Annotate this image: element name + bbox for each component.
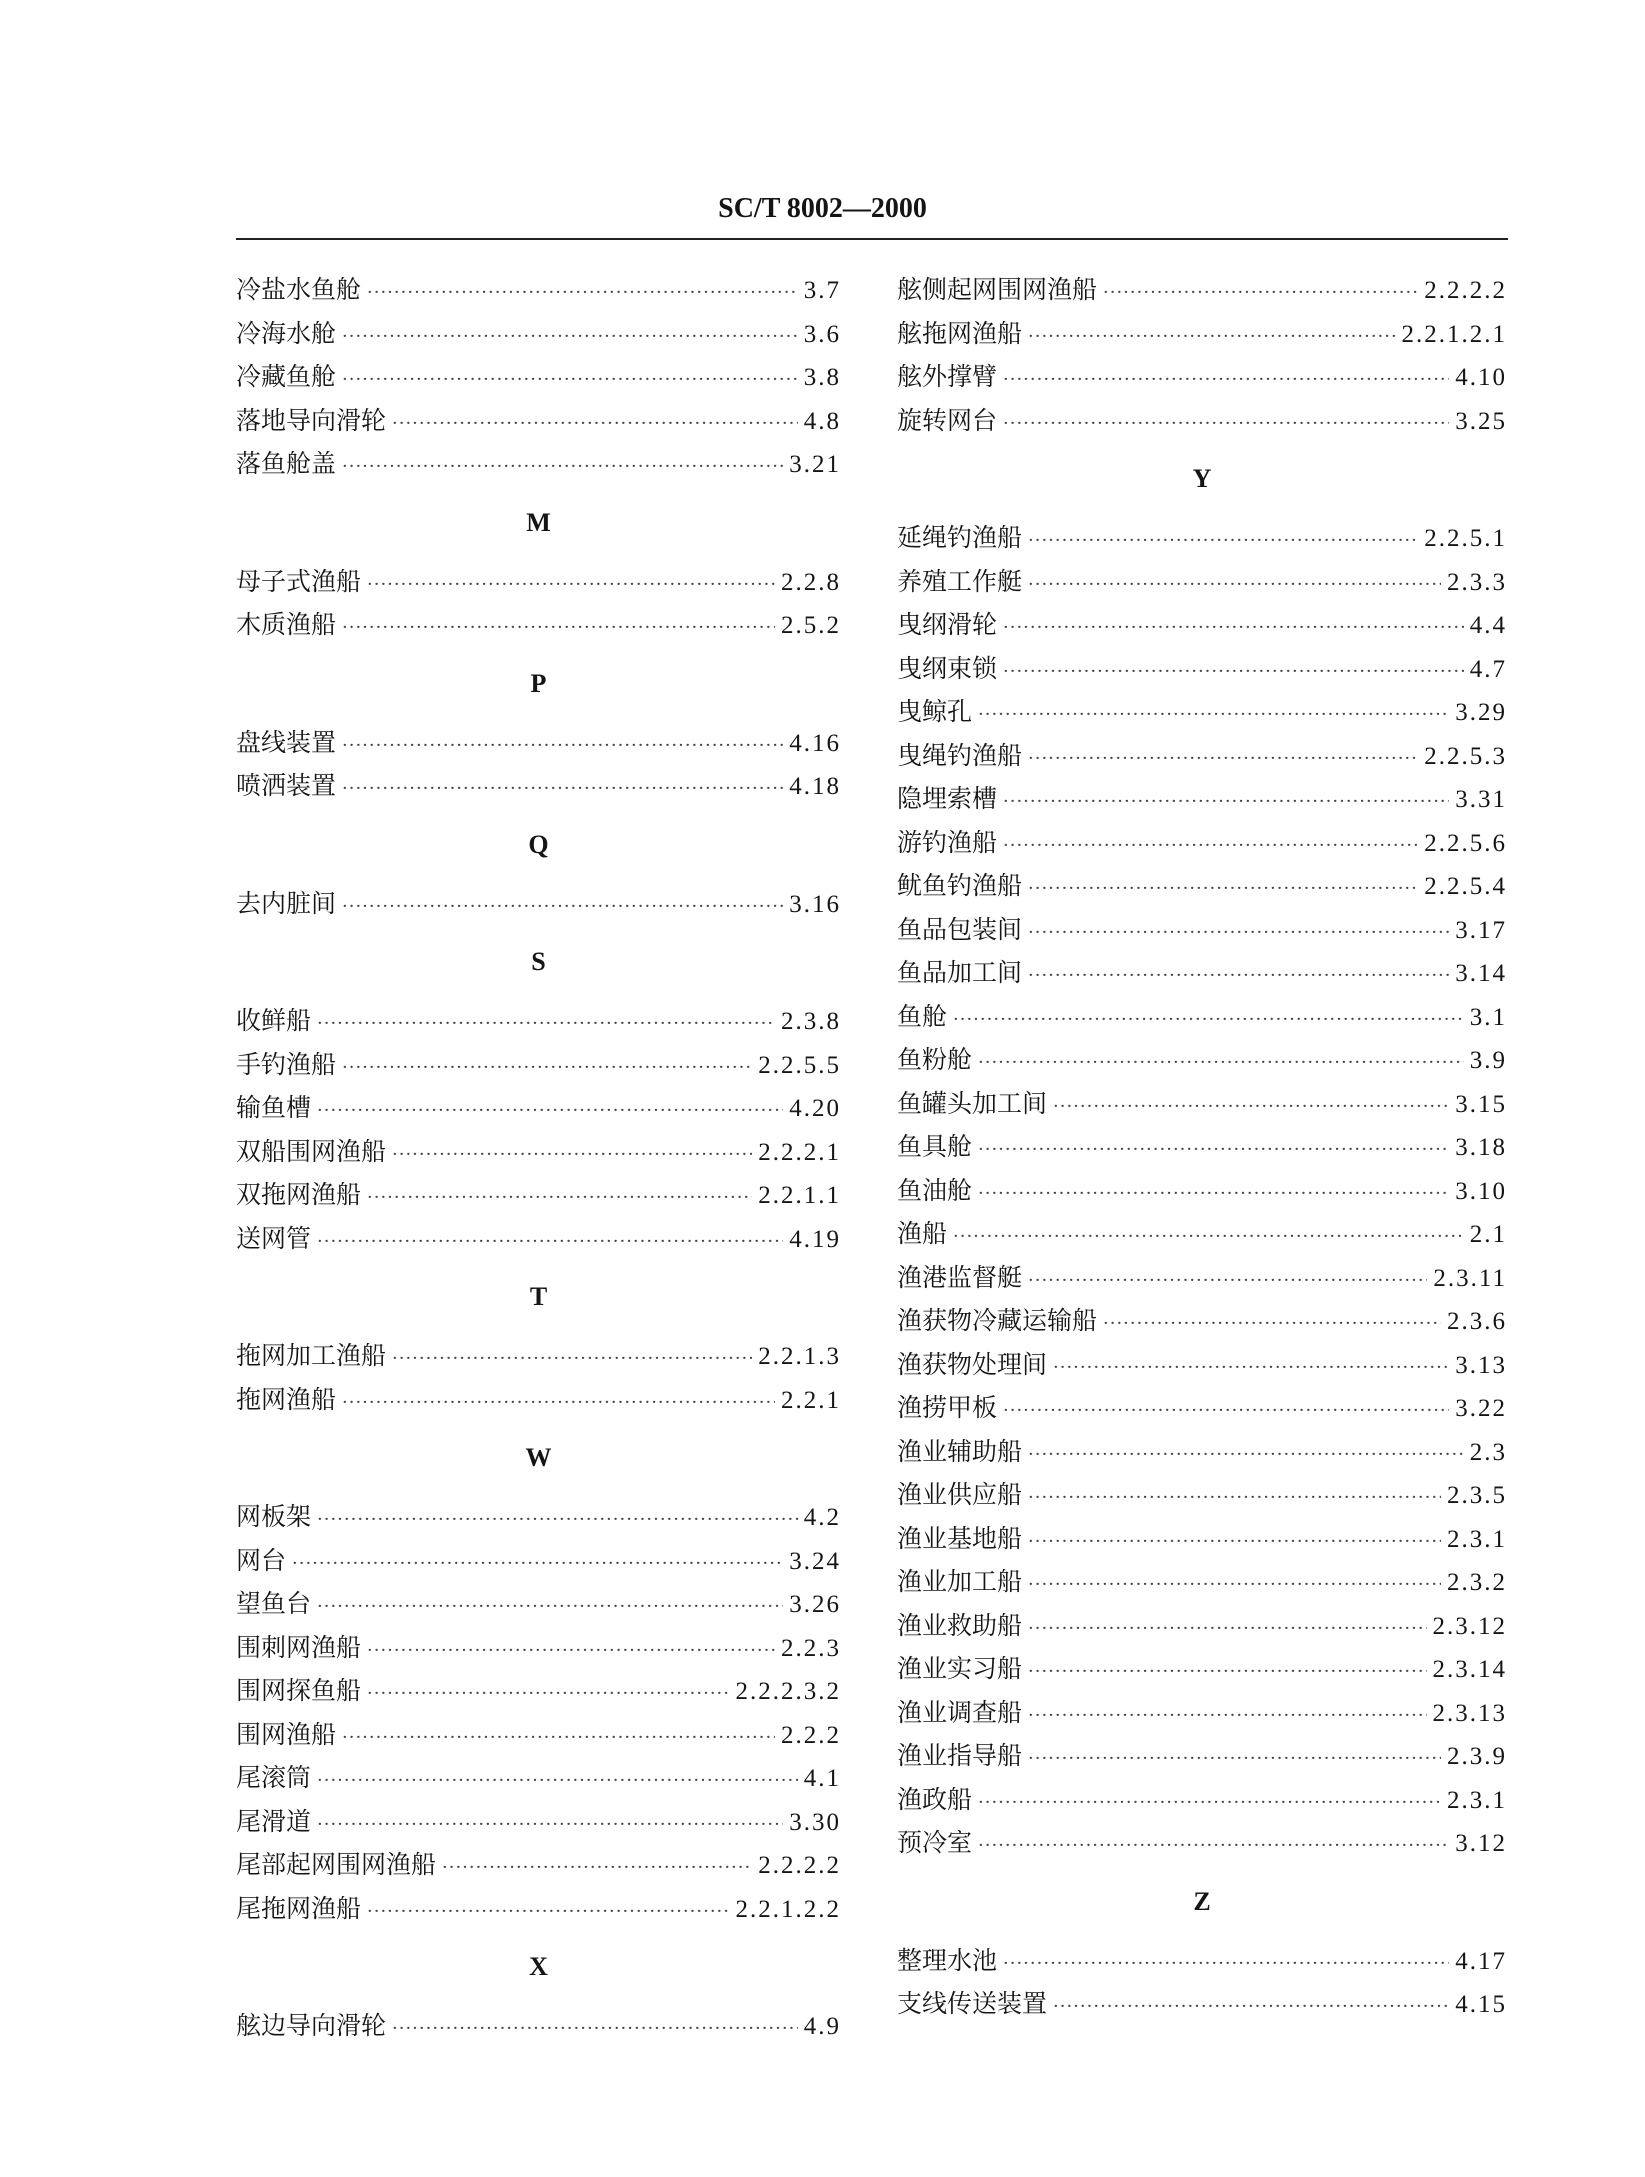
- index-ref: 2.3.5: [1447, 1482, 1507, 1509]
- dot-leader: [1028, 954, 1449, 998]
- index-ref: 2.3.1: [1447, 1786, 1507, 1814]
- index-term: 围网渔船: [236, 1719, 337, 1749]
- index-term: 延绳钓渔船: [897, 523, 1023, 552]
- index-term: 木质渔船: [236, 610, 337, 639]
- index-term: 渔业供应船: [897, 1480, 1023, 1509]
- dot-leader: [342, 1046, 752, 1090]
- index-entry: [236, 1843, 841, 1887]
- dot-leader: [1103, 271, 1418, 315]
- dot-leader: [953, 1215, 1464, 1259]
- index-entry: [897, 268, 1507, 312]
- index-column-right: [897, 268, 1507, 2026]
- dot-leader: [342, 724, 783, 768]
- index-term: 去内脏间: [236, 888, 337, 918]
- index-ref: 3.25: [1455, 407, 1507, 435]
- index-entry: [897, 1125, 1507, 1169]
- index-entry: [897, 951, 1507, 995]
- index-entry: [897, 1647, 1507, 1691]
- index-entry: [897, 647, 1507, 691]
- section-letter: P: [530, 668, 547, 698]
- index-entry: [236, 312, 841, 356]
- dot-leader: [1028, 1433, 1464, 1477]
- index-term: 游钓渔船: [897, 827, 998, 857]
- dot-leader: [1028, 867, 1418, 911]
- dot-leader: [1053, 1085, 1449, 1129]
- dot-leader: [367, 1629, 775, 1673]
- dot-leader: [978, 693, 1449, 737]
- dot-leader: [1053, 1985, 1449, 2029]
- dot-leader: [367, 1890, 729, 1934]
- index-entry: [897, 1778, 1507, 1822]
- index-term: 渔业实习船: [897, 1654, 1023, 1683]
- index-entry: [897, 1560, 1507, 1604]
- index-entry: [236, 560, 841, 604]
- index-entry: [897, 1343, 1507, 1387]
- index-entry: [236, 721, 841, 765]
- index-term: 母子式渔船: [236, 566, 362, 596]
- index-ref: 2.3.11: [1433, 1264, 1507, 1292]
- index-term: 渔获物冷藏运输船: [897, 1306, 1098, 1335]
- index-ref: 3.17: [1455, 916, 1507, 944]
- index-ref: 3.24: [789, 1547, 841, 1575]
- index-entry: [236, 1713, 841, 1757]
- section-letter: Y: [1192, 464, 1212, 493]
- index-entry: [897, 1604, 1507, 1648]
- index-entry: [897, 690, 1507, 734]
- index-term: 渔业基地船: [897, 1523, 1023, 1553]
- index-term: 渔业指导船: [897, 1741, 1023, 1770]
- index-ref: 2.2.1.3: [758, 1343, 841, 1370]
- index-term: 网台: [236, 1545, 287, 1575]
- index-ref: 2.2.2.3.2: [735, 1678, 841, 1705]
- index-entry: [897, 777, 1507, 821]
- index-term: 渔获物处理间: [897, 1349, 1048, 1379]
- index-entry: [236, 1539, 841, 1583]
- index-ref: 2.3.2: [1447, 1569, 1507, 1596]
- index-entry: [236, 1756, 841, 1800]
- index-entry: [236, 355, 841, 399]
- index-entry: [897, 1212, 1507, 1256]
- dot-leader: [978, 1041, 1464, 1085]
- index-term: 鱿鱼钓渔船: [897, 871, 1023, 900]
- index-term: 网板架: [236, 1502, 312, 1531]
- dot-leader: [953, 998, 1464, 1042]
- index-ref: 2.2.1: [781, 1386, 841, 1414]
- index-entry: [897, 560, 1507, 604]
- dot-leader: [1028, 1737, 1441, 1781]
- index-term: 曳鲸孔: [897, 697, 973, 726]
- index-term: 养殖工作艇: [897, 566, 1023, 596]
- index-entry: [236, 1582, 841, 1626]
- dot-leader: [1028, 1607, 1426, 1651]
- dot-leader: [317, 1089, 783, 1133]
- index-entry: [897, 1517, 1507, 1561]
- index-term: 尾滚筒: [236, 1763, 312, 1792]
- index-term: 拖网渔船: [236, 1384, 337, 1414]
- index-term: 渔船: [897, 1219, 948, 1248]
- index-ref: 2.3.6: [1447, 1308, 1507, 1335]
- index-ref: 4.20: [789, 1095, 841, 1122]
- index-ref: 3.8: [803, 364, 841, 391]
- index-term: 喷洒装置: [236, 771, 337, 800]
- index-term: 落鱼舱盖: [236, 449, 337, 478]
- index-term: 双船围网渔船: [236, 1136, 387, 1166]
- index-ref: 3.6: [803, 320, 841, 348]
- index-ref: 4.1: [803, 1765, 841, 1792]
- index-term: 渔业辅助船: [897, 1436, 1023, 1466]
- index-ref: 2.3: [1469, 1438, 1507, 1466]
- index-term: 输鱼槽: [236, 1093, 312, 1122]
- index-entry: [236, 399, 841, 443]
- index-entry: [897, 995, 1507, 1039]
- index-ref: 3.29: [1455, 699, 1507, 726]
- index-term: 鱼品包装间: [897, 914, 1023, 944]
- dot-leader: [1028, 1563, 1441, 1607]
- index-entry: [897, 1082, 1507, 1126]
- index-ref: 3.26: [789, 1591, 841, 1618]
- index-entry: [236, 1043, 841, 1087]
- index-term: 围刺网渔船: [236, 1632, 362, 1662]
- index-term: 望鱼台: [236, 1589, 312, 1618]
- dot-leader: [317, 1498, 798, 1542]
- dot-leader: [978, 1172, 1449, 1216]
- index-ref: 4.16: [789, 729, 841, 757]
- index-term: 渔业加工船: [897, 1567, 1023, 1596]
- index-ref: 4.4: [1469, 612, 1507, 639]
- dot-leader: [1028, 563, 1441, 607]
- dot-leader: [317, 1585, 783, 1629]
- index-ref: 2.2.5.1: [1424, 525, 1507, 552]
- index-entry: [236, 1130, 841, 1174]
- index-term: 渔业救助船: [897, 1610, 1023, 1640]
- index-term: 舷拖网渔船: [897, 318, 1023, 348]
- dot-leader: [392, 402, 798, 446]
- index-term: 落地导向滑轮: [236, 405, 387, 435]
- index-entry: [897, 516, 1507, 560]
- index-term: 尾拖网渔船: [236, 1893, 362, 1923]
- index-ref: 2.5.2: [781, 612, 841, 639]
- index-ref: 3.22: [1455, 1395, 1507, 1422]
- dot-leader: [1003, 358, 1449, 402]
- index-entry: [236, 268, 841, 312]
- index-entry: [236, 603, 841, 647]
- index-ref: 4.7: [1469, 655, 1507, 683]
- dot-leader: [342, 767, 783, 811]
- index-term: 隐埋索槽: [897, 784, 998, 813]
- dot-leader: [1103, 1302, 1441, 1346]
- index-term: 曳绳钓渔船: [897, 740, 1023, 770]
- index-term: 冷藏鱼舱: [236, 362, 337, 391]
- dot-leader: [317, 1002, 775, 1046]
- index-term: 鱼舱: [897, 1001, 948, 1031]
- index-entry: [897, 1939, 1507, 1983]
- index-entry: [236, 442, 841, 486]
- index-ref: 2.2.5.3: [1424, 742, 1507, 770]
- dot-leader: [1028, 315, 1395, 359]
- index-entry: [236, 1669, 841, 1713]
- dot-leader: [978, 1128, 1449, 1172]
- index-entry: [236, 1086, 841, 1130]
- index-term: 冷盐水鱼舱: [236, 275, 362, 304]
- index-entry: [897, 1038, 1507, 1082]
- index-term: 预冷室: [897, 1828, 973, 1857]
- dot-leader: [342, 1716, 775, 1760]
- section-letter: S: [531, 947, 546, 976]
- index-entry: [236, 1217, 841, 1261]
- dot-leader: [367, 271, 798, 315]
- index-ref: 4.2: [803, 1504, 841, 1531]
- index-term: 渔捞甲板: [897, 1393, 998, 1422]
- index-term: 收鲜船: [236, 1006, 312, 1035]
- index-ref: 3.7: [803, 277, 841, 304]
- index-entry: [897, 1982, 1507, 2026]
- index-ref: 2.3.3: [1447, 568, 1507, 596]
- index-term: 整理水池: [897, 1945, 998, 1975]
- index-ref: 3.31: [1455, 786, 1507, 813]
- index-term: 拖网加工渔船: [236, 1341, 387, 1370]
- section-letter: Z: [1193, 1886, 1211, 1916]
- dot-leader: [1003, 402, 1449, 446]
- dot-leader: [342, 315, 798, 359]
- index-entry: [897, 1430, 1507, 1474]
- index-entry: [236, 1495, 841, 1539]
- index-ref: 2.1: [1469, 1221, 1507, 1248]
- index-entry: [897, 1691, 1507, 1735]
- index-term: 双拖网渔船: [236, 1180, 362, 1209]
- index-ref: 3.21: [789, 451, 841, 478]
- dot-leader: [367, 1672, 729, 1716]
- index-term: 围网探鱼船: [236, 1676, 362, 1705]
- index-ref: 2.3.13: [1432, 1699, 1507, 1727]
- index-term: 鱼粉舱: [897, 1045, 973, 1074]
- index-term: 曳纲束锁: [897, 653, 998, 683]
- index-term: 舷边导向滑轮: [236, 2011, 387, 2040]
- index-term: 渔业调查船: [897, 1697, 1023, 1727]
- dot-leader: [1028, 519, 1418, 563]
- dot-leader: [292, 1542, 783, 1586]
- index-ref: 2.2.2.2: [1424, 277, 1507, 304]
- index-entry: [897, 355, 1507, 399]
- index-ref: 2.2.1.2.2: [735, 1895, 841, 1923]
- dot-leader: [367, 563, 775, 607]
- index-ref: 2.2.1.1: [758, 1182, 841, 1209]
- index-term: 渔政船: [897, 1784, 973, 1814]
- dot-leader: [1028, 911, 1449, 955]
- dot-leader: [1003, 1942, 1449, 1986]
- index-ref: 2.2.1.2.1: [1401, 320, 1507, 348]
- section-letter: X: [529, 1952, 548, 1981]
- index-entry: [897, 1473, 1507, 1517]
- index-ref: 2.2.5.5: [758, 1051, 841, 1079]
- index-entry: [236, 764, 841, 808]
- dot-leader: [342, 885, 783, 929]
- index-term: 曳纲滑轮: [897, 610, 998, 639]
- index-ref: 2.2.5.4: [1424, 873, 1507, 900]
- dot-leader: [342, 358, 798, 402]
- index-ref: 4.18: [789, 773, 841, 800]
- dot-leader: [317, 1220, 783, 1264]
- index-ref: 3.13: [1455, 1351, 1507, 1379]
- index-entry: [236, 2004, 841, 2048]
- section-letter: M: [526, 507, 551, 537]
- dot-leader: [1003, 1389, 1449, 1433]
- dot-leader: [1003, 606, 1464, 650]
- dot-leader: [342, 606, 775, 650]
- index-ref: 2.2.2: [781, 1721, 841, 1749]
- index-term: 冷海水舱: [236, 318, 337, 348]
- index-ref: 2.2.8: [781, 568, 841, 596]
- index-ref: 2.3.8: [781, 1008, 841, 1035]
- index-ref: 2.3.1: [1447, 1525, 1507, 1553]
- dot-leader: [442, 1846, 752, 1890]
- index-entry: [236, 1800, 841, 1844]
- index-entry: [897, 908, 1507, 952]
- index-entry: [236, 1626, 841, 1670]
- index-entry: [897, 399, 1507, 443]
- dot-leader: [1028, 1650, 1426, 1694]
- page-header: SC/T 8002—2000: [718, 193, 927, 224]
- index-entry: [897, 1386, 1507, 1430]
- index-ref: 3.9: [1469, 1047, 1507, 1074]
- index-entry: [897, 864, 1507, 908]
- index-term: 舷侧起网围网渔船: [897, 275, 1098, 304]
- index-term: 鱼品加工间: [897, 958, 1023, 987]
- index-ref: 3.16: [789, 890, 841, 918]
- index-term: 手钓渔船: [236, 1049, 337, 1079]
- index-entry: [236, 1173, 841, 1217]
- dot-leader: [317, 1803, 783, 1847]
- index-entry: [897, 734, 1507, 778]
- header-rule: [236, 238, 1508, 240]
- index-ref: 4.17: [1455, 1947, 1507, 1975]
- index-entry: [897, 1256, 1507, 1300]
- index-entry: [897, 603, 1507, 647]
- index-ref: 4.19: [789, 1225, 841, 1253]
- dot-leader: [392, 1337, 752, 1381]
- index-ref: 4.15: [1455, 1991, 1507, 2018]
- index-ref: 2.2.3: [781, 1634, 841, 1662]
- dot-leader: [342, 445, 783, 489]
- index-column-left: [236, 268, 841, 2048]
- index-entry: [236, 1378, 841, 1422]
- index-term: 尾滑道: [236, 1806, 312, 1836]
- index-term: 旋转网台: [897, 405, 998, 435]
- index-ref: 2.2.2.1: [758, 1138, 841, 1166]
- index-ref: 3.10: [1455, 1177, 1507, 1205]
- index-entry: [897, 1821, 1507, 1865]
- index-ref: 3.12: [1455, 1830, 1507, 1857]
- dot-leader: [978, 1781, 1441, 1825]
- index-ref: 2.3.12: [1432, 1612, 1507, 1640]
- index-ref: 4.8: [803, 407, 841, 435]
- dot-leader: [342, 1381, 775, 1425]
- dot-leader: [367, 1176, 752, 1220]
- index-ref: 4.9: [803, 2013, 841, 2040]
- dot-leader: [392, 1133, 752, 1177]
- index-entry: [897, 1169, 1507, 1213]
- index-entry: [897, 821, 1507, 865]
- dot-leader: [1028, 1259, 1427, 1303]
- index-ref: 3.30: [789, 1808, 841, 1836]
- index-ref: 3.14: [1455, 960, 1507, 987]
- index-term: 支线传送装置: [897, 1989, 1048, 2018]
- index-entry: [236, 882, 841, 926]
- dot-leader: [978, 1824, 1449, 1868]
- dot-leader: [1028, 1476, 1441, 1520]
- index-entry: [236, 1334, 841, 1378]
- index-entry: [897, 312, 1507, 356]
- index-term: 鱼油舱: [897, 1175, 973, 1205]
- dot-leader: [1003, 824, 1418, 868]
- index-ref: 2.2.2.2: [758, 1852, 841, 1879]
- index-term: 盘线装置: [236, 727, 337, 757]
- dot-leader: [1028, 1694, 1426, 1738]
- dot-leader: [1003, 780, 1449, 824]
- section-letter: W: [525, 1443, 552, 1472]
- index-term: 尾部起网围网渔船: [236, 1850, 437, 1879]
- index-term: 鱼具舱: [897, 1132, 973, 1161]
- dot-leader: [1053, 1346, 1449, 1390]
- section-letter: Q: [528, 829, 549, 859]
- index-entry: [236, 1887, 841, 1931]
- index-entry: [897, 1299, 1507, 1343]
- section-letter: T: [529, 1282, 548, 1311]
- dot-leader: [1028, 737, 1418, 781]
- index-entry: [897, 1734, 1507, 1778]
- index-ref: 2.3.14: [1432, 1656, 1507, 1683]
- dot-leader: [392, 2007, 798, 2051]
- index-ref: 3.15: [1455, 1090, 1507, 1118]
- dot-leader: [1028, 1520, 1441, 1564]
- index-term: 渔港监督艇: [897, 1262, 1023, 1292]
- index-term: 舷外撑臂: [897, 362, 998, 391]
- index-entry: [236, 999, 841, 1043]
- index-ref: 2.3.9: [1447, 1743, 1507, 1770]
- index-ref: 2.2.5.6: [1424, 829, 1507, 857]
- index-ref: 4.10: [1455, 364, 1507, 391]
- index-term: 送网管: [236, 1223, 312, 1253]
- dot-leader: [317, 1759, 798, 1803]
- index-term: 鱼罐头加工间: [897, 1088, 1048, 1118]
- dot-leader: [1003, 650, 1464, 694]
- index-ref: 3.18: [1455, 1134, 1507, 1161]
- index-ref: 3.1: [1469, 1003, 1507, 1031]
